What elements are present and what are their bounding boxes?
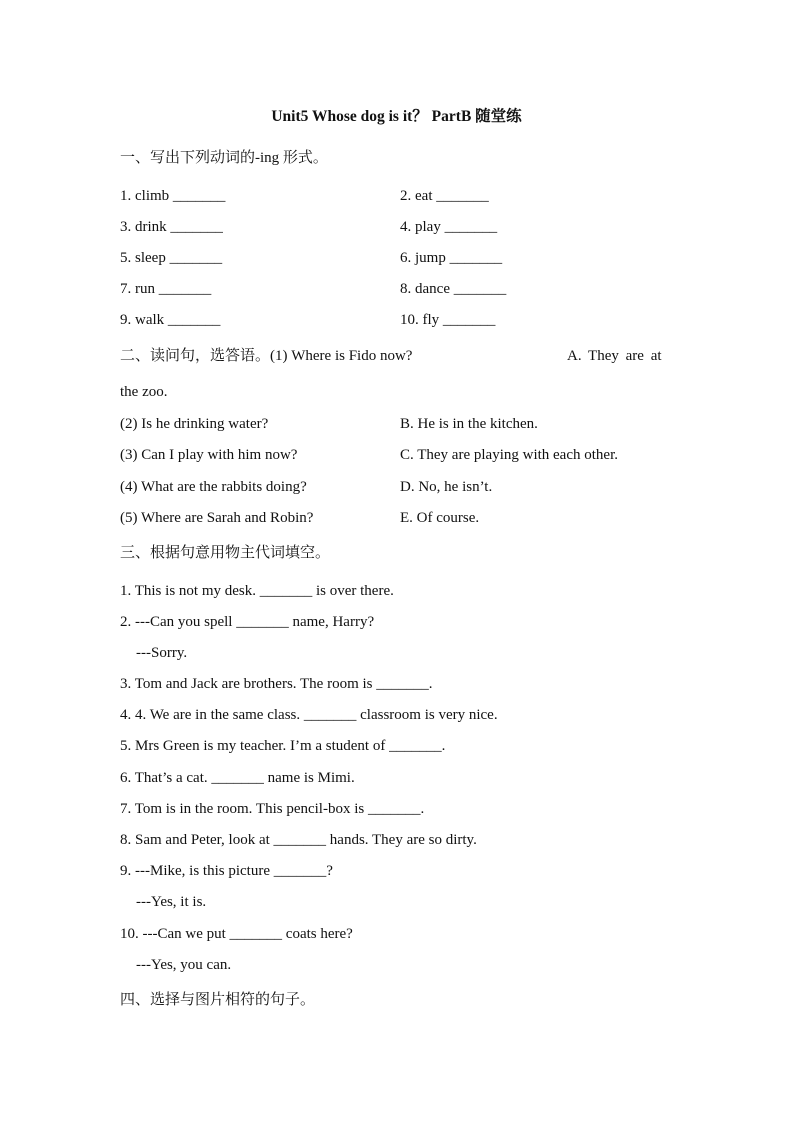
answer: E. Of course. — [400, 510, 480, 526]
verb-item: 7. run _______ — [120, 281, 212, 297]
answer-a: A. They are at — [567, 348, 662, 364]
verb-item: 10. fly _______ — [400, 312, 496, 328]
answer: D. No, he isn’t. — [400, 479, 493, 495]
fill-line: 3. Tom and Jack are brothers. The room is _______. — [120, 676, 433, 692]
section2-heading: 二、读问句，选答语。(1) Where is Fido now? — [120, 348, 413, 364]
answer-a-cont: the zoo. — [120, 384, 168, 400]
fill-line: ---Yes, you can. — [136, 957, 232, 973]
answer: C. They are playing with each other. — [400, 447, 618, 463]
page-title: Unit5 Whose dog is it？ PartB 随堂练 — [271, 108, 522, 125]
verb-item: 2. eat _______ — [400, 188, 489, 204]
verb-item: 1. climb _______ — [120, 188, 226, 204]
verb-item: 4. play _______ — [400, 219, 498, 235]
fill-line: 8. Sam and Peter, look at _______ hands. They are so dirty. — [120, 832, 477, 848]
fill-line: 9. ---Mike, is this picture _______? — [120, 863, 333, 879]
fill-line: 1. This is not my desk. _______ is over there. — [120, 583, 394, 599]
section1-heading: 一、写出下列动词的-ing 形式。 — [120, 150, 328, 166]
fill-line: 2. ---Can you spell _______ name, Harry? — [120, 614, 375, 630]
fill-line: 6. That’s a cat. _______ name is Mimi. — [120, 770, 355, 786]
question: (5) Where are Sarah and Robin? — [120, 510, 314, 526]
answer: B. He is in the kitchen. — [400, 416, 538, 432]
question: (2) Is he drinking water? — [120, 416, 269, 432]
verb-item: 5. sleep _______ — [120, 250, 223, 266]
fill-line: 4. 4. We are in the same class. _______ classroom is very nice. — [120, 707, 498, 723]
fill-line: 5. Mrs Green is my teacher. I’m a student of _______. — [120, 738, 446, 754]
fill-line: ---Sorry. — [136, 645, 188, 661]
fill-line: ---Yes, it is. — [136, 894, 207, 910]
verb-item: 9. walk _______ — [120, 312, 221, 328]
verb-item: 8. dance _______ — [400, 281, 507, 297]
verb-item: 3. drink _______ — [120, 219, 223, 235]
question: (4) What are the rabbits doing? — [120, 479, 307, 495]
fill-line: 7. Tom is in the room. This pencil-box is _______. — [120, 801, 425, 817]
verb-item: 6. jump _______ — [400, 250, 503, 266]
fill-line: 10. ---Can we put _______ coats here? — [120, 926, 353, 942]
section4-heading: 四、选择与图片相符的句子。 — [120, 992, 316, 1008]
question: (3) Can I play with him now? — [120, 447, 298, 463]
section3-heading: 三、根据句意用物主代词填空。 — [120, 545, 331, 561]
